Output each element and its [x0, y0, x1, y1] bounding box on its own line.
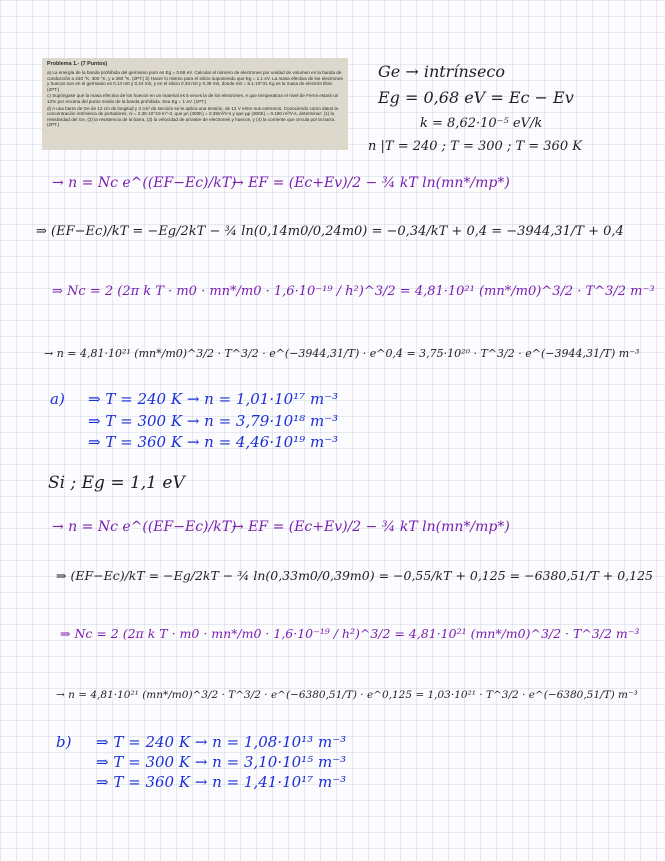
si-header: Si ; Eg = 1,1 eV	[48, 473, 185, 493]
ge-gap-energy: Eg = 0,68 eV = Ec − Ev	[378, 88, 574, 107]
ge-intrinsic-note: Ge → intrínseco	[378, 62, 506, 81]
si-result-300: ⇒ T = 300 K → n = 3,10·10¹⁵ m⁻³	[96, 753, 347, 771]
ge-density-formula: → n = Nc e^((EF−Ec)/kT)	[52, 175, 237, 191]
si-nc-formula: ⇒ Nc = 2 (2π k T · m0 · mn*/m0 · 1,6·10⁻¹⁹ / h²)^3/2 = 4,81·10²¹ (mn*/m0)^3/2 · T^3/2 m⁻³	[60, 626, 640, 641]
problem-paragraph-a-b: a) La energía de la banda prohibida del germanio puro es Eg = 0.68 eV. Calcular el número de electrones por unidad de volumen en la banda de conducción a 240 °K, 300 °K, y a 360 °K. (2PT.) b) Hacer lo mismo para el silicio suponiendo que Eg = 1.1 eV. La masa efectiva de los electrones y huecos son en el germanio es 0.14 m0 y 0.24 m0, y en el silicio 0.33 m0 y 0.39 m0, donde m0 = 9.1·10^31 Kg es la masa de electrón libre. (2PT.)	[47, 70, 343, 92]
temperatures-list: n |T = 240 ; T = 300 ; T = 360 K	[368, 139, 582, 154]
problem-paragraph-d: d) A una barra de Ge de 12 cm de longitud y 3 cm² de sección se le aplica una tensión, de 12 V entre sus extremos. Conociendo como datos la concentración intrínseca de portadores, ni = 2.38·10^19 m^-3, que µn (300K) = 0.39m²/V-s y que µp (300K) = 0.180 m²/V-s, determinar: (1) la resistividad del Ge, (2) la resistencia de la barra, (3) la velocidad de arrastre de electrones y huecos, y (4) la corriente que circula por la barra. (2PT.)	[47, 105, 339, 128]
si-result-240: ⇒ T = 240 K → n = 1,08·10¹³ m⁻³	[96, 733, 347, 751]
part-b-label: b)	[56, 733, 72, 751]
ge-n-formula: → n = 4,81·10²¹ (mn*/m0)^3/2 · T^3/2 · e^(−3944,31/T) · e^0,4 = 3,75·10²⁰ · T^3/2 · e^(−3944,31/T) m⁻³	[44, 347, 640, 360]
problem-statement	[42, 58, 348, 150]
si-density-formula: → n = Nc e^((EF−Ec)/kT)	[52, 519, 237, 535]
si-fermi-level-formula: → EF = (Ec+Ev)/2 − ¾ kT ln(mn*/mp*)	[232, 519, 510, 535]
ge-exponent-derivation: ⇒ (EF−Ec)/kT = −Eg/2kT − ¾ ln(0,14m0/0,24m0) = −0,34/kT + 0,4 = −3944,31/T + 0,4	[36, 224, 624, 239]
boltzmann-constant: k = 8,62·10⁻⁵ eV/k	[420, 116, 543, 131]
ge-result-240: ⇒ T = 240 K → n = 1,01·10¹⁷ m⁻³	[88, 390, 339, 408]
ge-result-360: ⇒ T = 360 K → n = 4,46·10¹⁹ m⁻³	[88, 433, 339, 451]
si-result-360: ⇒ T = 360 K → n = 1,41·10¹⁷ m⁻³	[96, 773, 347, 791]
si-n-formula: → n = 4,81·10²¹ (mn*/m0)^3/2 · T^3/2 · e^(−6380,51/T) · e^0,125 = 1,03·10²¹ · T^3/2 · e^(−6380,51/T) m⁻³	[56, 689, 638, 701]
ge-fermi-level-formula: → EF = (Ec+Ev)/2 − ¾ kT ln(mn*/mp*)	[232, 175, 510, 191]
ge-nc-formula: ⇒ Nc = 2 (2π k T · m0 · mn*/m0 · 1,6·10⁻¹⁹ / h²)^3/2 = 4,81·10²¹ (mn*/m0)^3/2 · T^3/2 m⁻³	[52, 284, 655, 299]
problem-title: Problema 1.- (7 Puntos)	[47, 61, 108, 67]
si-exponent-derivation: ⇒ (EF−Ec)/kT = −Eg/2kT − ¾ ln(0,33m0/0,39m0) = −0,55/kT + 0,125 = −6380,51/T + 0,125	[56, 568, 654, 583]
part-a-label: a)	[50, 390, 65, 408]
ge-result-300: ⇒ T = 300 K → n = 3,79·10¹⁸ m⁻³	[88, 412, 339, 430]
problem-paragraph-c: c) Supóngase que la masa efectiva de los huecos en un material es 5 veces la de los electrones. A que temperatura el nivel de Fermi estará un 12% por encima del punto medio de la banda prohibida. Sea Eg = 1 eV. (1PT.)	[47, 93, 339, 104]
